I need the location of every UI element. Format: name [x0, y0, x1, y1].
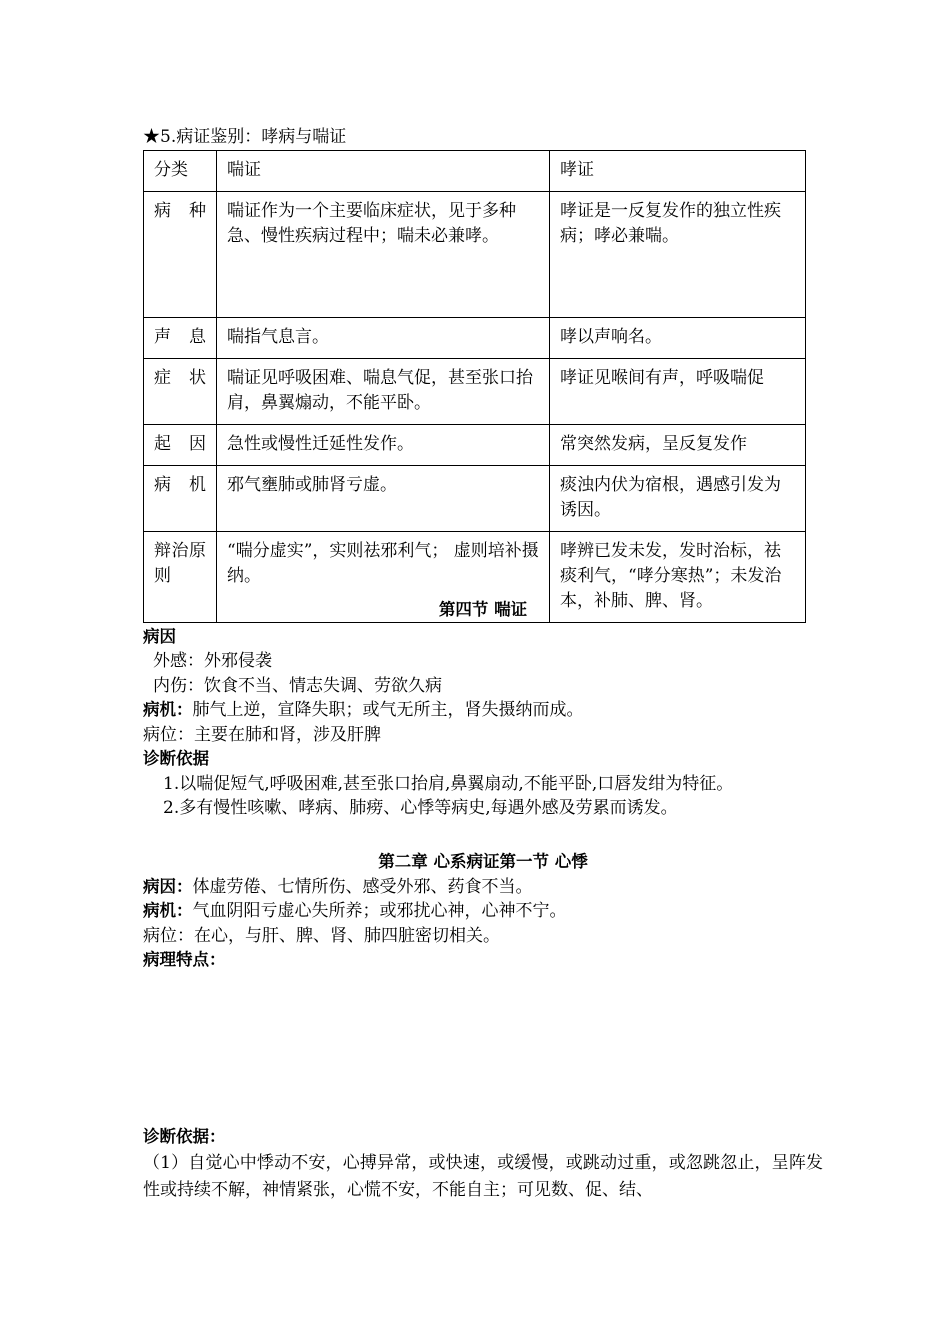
- row-xiao: 哮辨已发未发，发时治标，祛痰利气，“哮分寒热”；未发治本，补肺、脾、肾。: [550, 532, 806, 623]
- cause-external: 外感：外邪侵袭: [153, 651, 272, 671]
- section-asthma: [143, 598, 823, 821]
- cause-label: 病因: [143, 626, 176, 646]
- row-chuan: 喘证作为一个主要临床症状，见于多种急、慢性疾病过程中；喘未必兼哮。: [217, 192, 550, 318]
- differentiation-table: [143, 150, 806, 623]
- row-category: 病机: [144, 466, 217, 532]
- row-chuan: “喘分虚实”，实则祛邪利气； 虚则培补摄纳。: [217, 532, 550, 623]
- section-palpitation: [143, 850, 823, 973]
- header-xiao: 哮证: [550, 151, 806, 192]
- mechanism-label: 病机：: [143, 901, 193, 920]
- table-row: [144, 192, 806, 318]
- cause-line: [143, 875, 823, 900]
- row-chuan: 急性或慢性迁延性发作。: [217, 425, 550, 466]
- row-xiao: 痰浊内伏为宿根，遇感引发为诱因。: [550, 466, 806, 532]
- chapter-title: 第二章 心系病证第一节 心悸: [378, 852, 588, 871]
- diagnosis-item: 1.以喘促短气,呼吸困难,甚至张口抬肩,鼻翼扇动,不能平卧,口唇发绀为特征。: [163, 773, 734, 794]
- mechanism-text: 肺气上逆，宣降失职；或气无所主，肾失摄纳而成。: [192, 700, 584, 720]
- row-chuan: 喘指气息言。: [217, 318, 550, 359]
- row-category: 症状: [144, 359, 217, 425]
- header-category: 分类: [144, 151, 217, 192]
- row-xiao: 哮证见喉间有声，呼吸喘促: [550, 359, 806, 425]
- table-row: [144, 359, 806, 425]
- row-xiao: 哮证是一反复发作的独立性疾病；哮必兼喘。: [550, 192, 806, 318]
- pathology-label: 病理特点：: [143, 950, 226, 969]
- row-category: 声息: [144, 318, 217, 359]
- section-palpitation-diagnosis: [143, 1123, 823, 1204]
- row-chuan: 喘证见呼吸困难、喘息气促，甚至张口抬肩，鼻翼煽动，不能平卧。: [217, 359, 550, 425]
- cause-text: 体虚劳倦、七情所伤、感受外邪、药食不当。: [192, 876, 533, 897]
- mechanism-line: [143, 698, 823, 723]
- table-row: [144, 425, 806, 466]
- table-row: [144, 318, 806, 359]
- diagnosis-label: 诊断依据：: [143, 1127, 226, 1146]
- mechanism-text: 气血阴阳亏虚心失所养；或邪扰心神，心神不宁。: [192, 901, 567, 921]
- mechanism-line: [143, 899, 823, 924]
- mechanism-label: 病机：: [143, 700, 193, 719]
- diagnosis-label: 诊断依据: [143, 749, 209, 768]
- row-category: 起因: [144, 425, 217, 466]
- location-line: 病位：在心，与肝、脾、肾、肺四脏密切相关。: [143, 925, 500, 946]
- table-header-row: [144, 151, 806, 192]
- location-line: 病位：主要在肺和肾，涉及肝脾: [143, 724, 381, 745]
- section-title: 第四节 喘证: [438, 600, 528, 619]
- table-row: [144, 466, 806, 532]
- row-xiao: 哮以声响名。: [550, 318, 806, 359]
- row-chuan: 邪气壅肺或肺肾亏虚。: [217, 466, 550, 532]
- row-xiao: 常突然发病，呈反复发作: [550, 425, 806, 466]
- cause-internal: 内伤：饮食不当、情志失调、劳欲久病: [153, 675, 442, 696]
- cause-label: 病因：: [143, 876, 193, 896]
- row-category: 辩治原则: [144, 532, 217, 623]
- table-caption: ★5.病证鉴别：哮病与喘证: [143, 127, 347, 147]
- row-category: 病种: [144, 192, 217, 318]
- diagnosis-item: 2.多有慢性咳嗽、哮病、肺痨、心悸等病史,每遇外感及劳累而诱发。: [163, 798, 678, 818]
- diagnosis-paragraph: （1）自觉心中悸动不安，心搏异常，或快速，或缓慢，或跳动过重，或忽跳忽止，呈阵发性或持续不解，神情紧张，心慌不安，不能自主；可见数、促、结、: [143, 1153, 823, 1200]
- header-chuan: 喘证: [217, 151, 550, 192]
